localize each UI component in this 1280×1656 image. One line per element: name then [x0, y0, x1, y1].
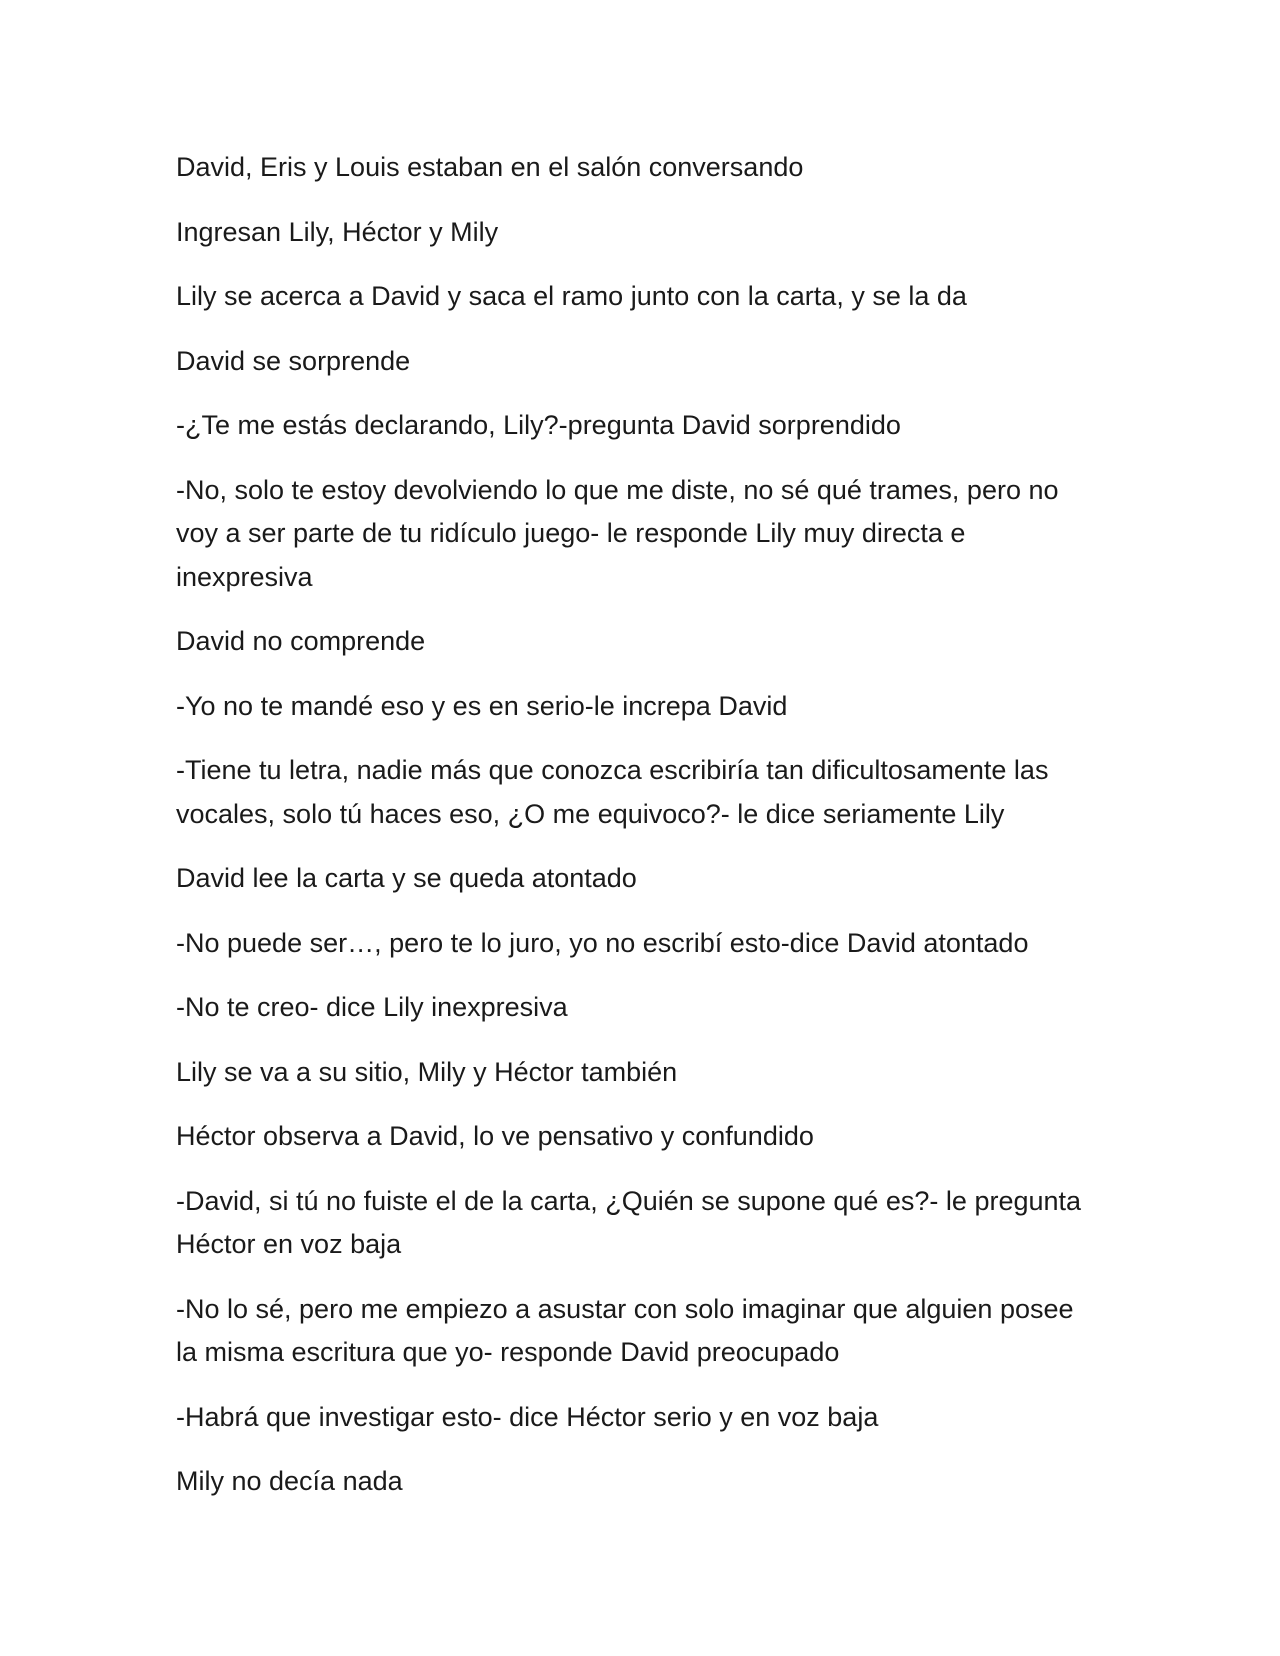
paragraph: Lily se va a su sitio, Mily y Héctor también — [176, 1056, 678, 1087]
document-body — [176, 146, 1096, 1525]
paragraph: -No lo sé, pero me empiezo a asustar con solo imaginar que alguien posee la misma escritura que yo- responde David preocupado — [176, 1293, 1074, 1367]
paragraph: Ingresan Lily, Héctor y Mily — [176, 216, 499, 247]
paragraph: -No, solo te estoy devolviendo lo que me diste, no sé qué trames, pero no voy a ser parte de tu ridículo juego- le responde Lily muy directa e inexpresiva — [176, 474, 1059, 592]
paragraph: -Habrá que investigar esto- dice Héctor serio y en voz baja — [176, 1401, 879, 1432]
paragraph: -Yo no te mandé eso y es en serio-le increpa David — [176, 690, 788, 721]
paragraph: David se sorprende — [176, 345, 411, 376]
paragraph: David lee la carta y se queda atontado — [176, 863, 637, 893]
paragraph: Lily se acerca a David y saca el ramo junto con la carta, y se la da — [176, 281, 967, 311]
paragraph: -David, si tú no fuiste el de la carta, ¿Quién se supone qué es?- le pregunta Héctor en voz baja — [176, 1185, 1082, 1259]
paragraph: Héctor observa a David, lo ve pensativo y confundido — [176, 1121, 814, 1151]
paragraph: -No te creo- dice Lily inexpresiva — [176, 992, 568, 1022]
paragraph: -Tiene tu letra, nadie más que conozca escribiría tan dificultosamente las vocales, solo tú haces eso, ¿O me equivoco?- le dice seriamente Lily — [176, 755, 1049, 829]
paragraph: David no comprende — [176, 626, 426, 656]
paragraph: Mily no decía nada — [176, 1466, 403, 1496]
paragraph: -¿Te me estás declarando, Lily?-pregunta David sorprendido — [176, 410, 901, 440]
paragraph: -No puede ser…, pero te lo juro, yo no escribí esto-dice David atontado — [176, 927, 1029, 958]
paragraph: David, Eris y Louis estaban en el salón conversando — [176, 152, 804, 182]
